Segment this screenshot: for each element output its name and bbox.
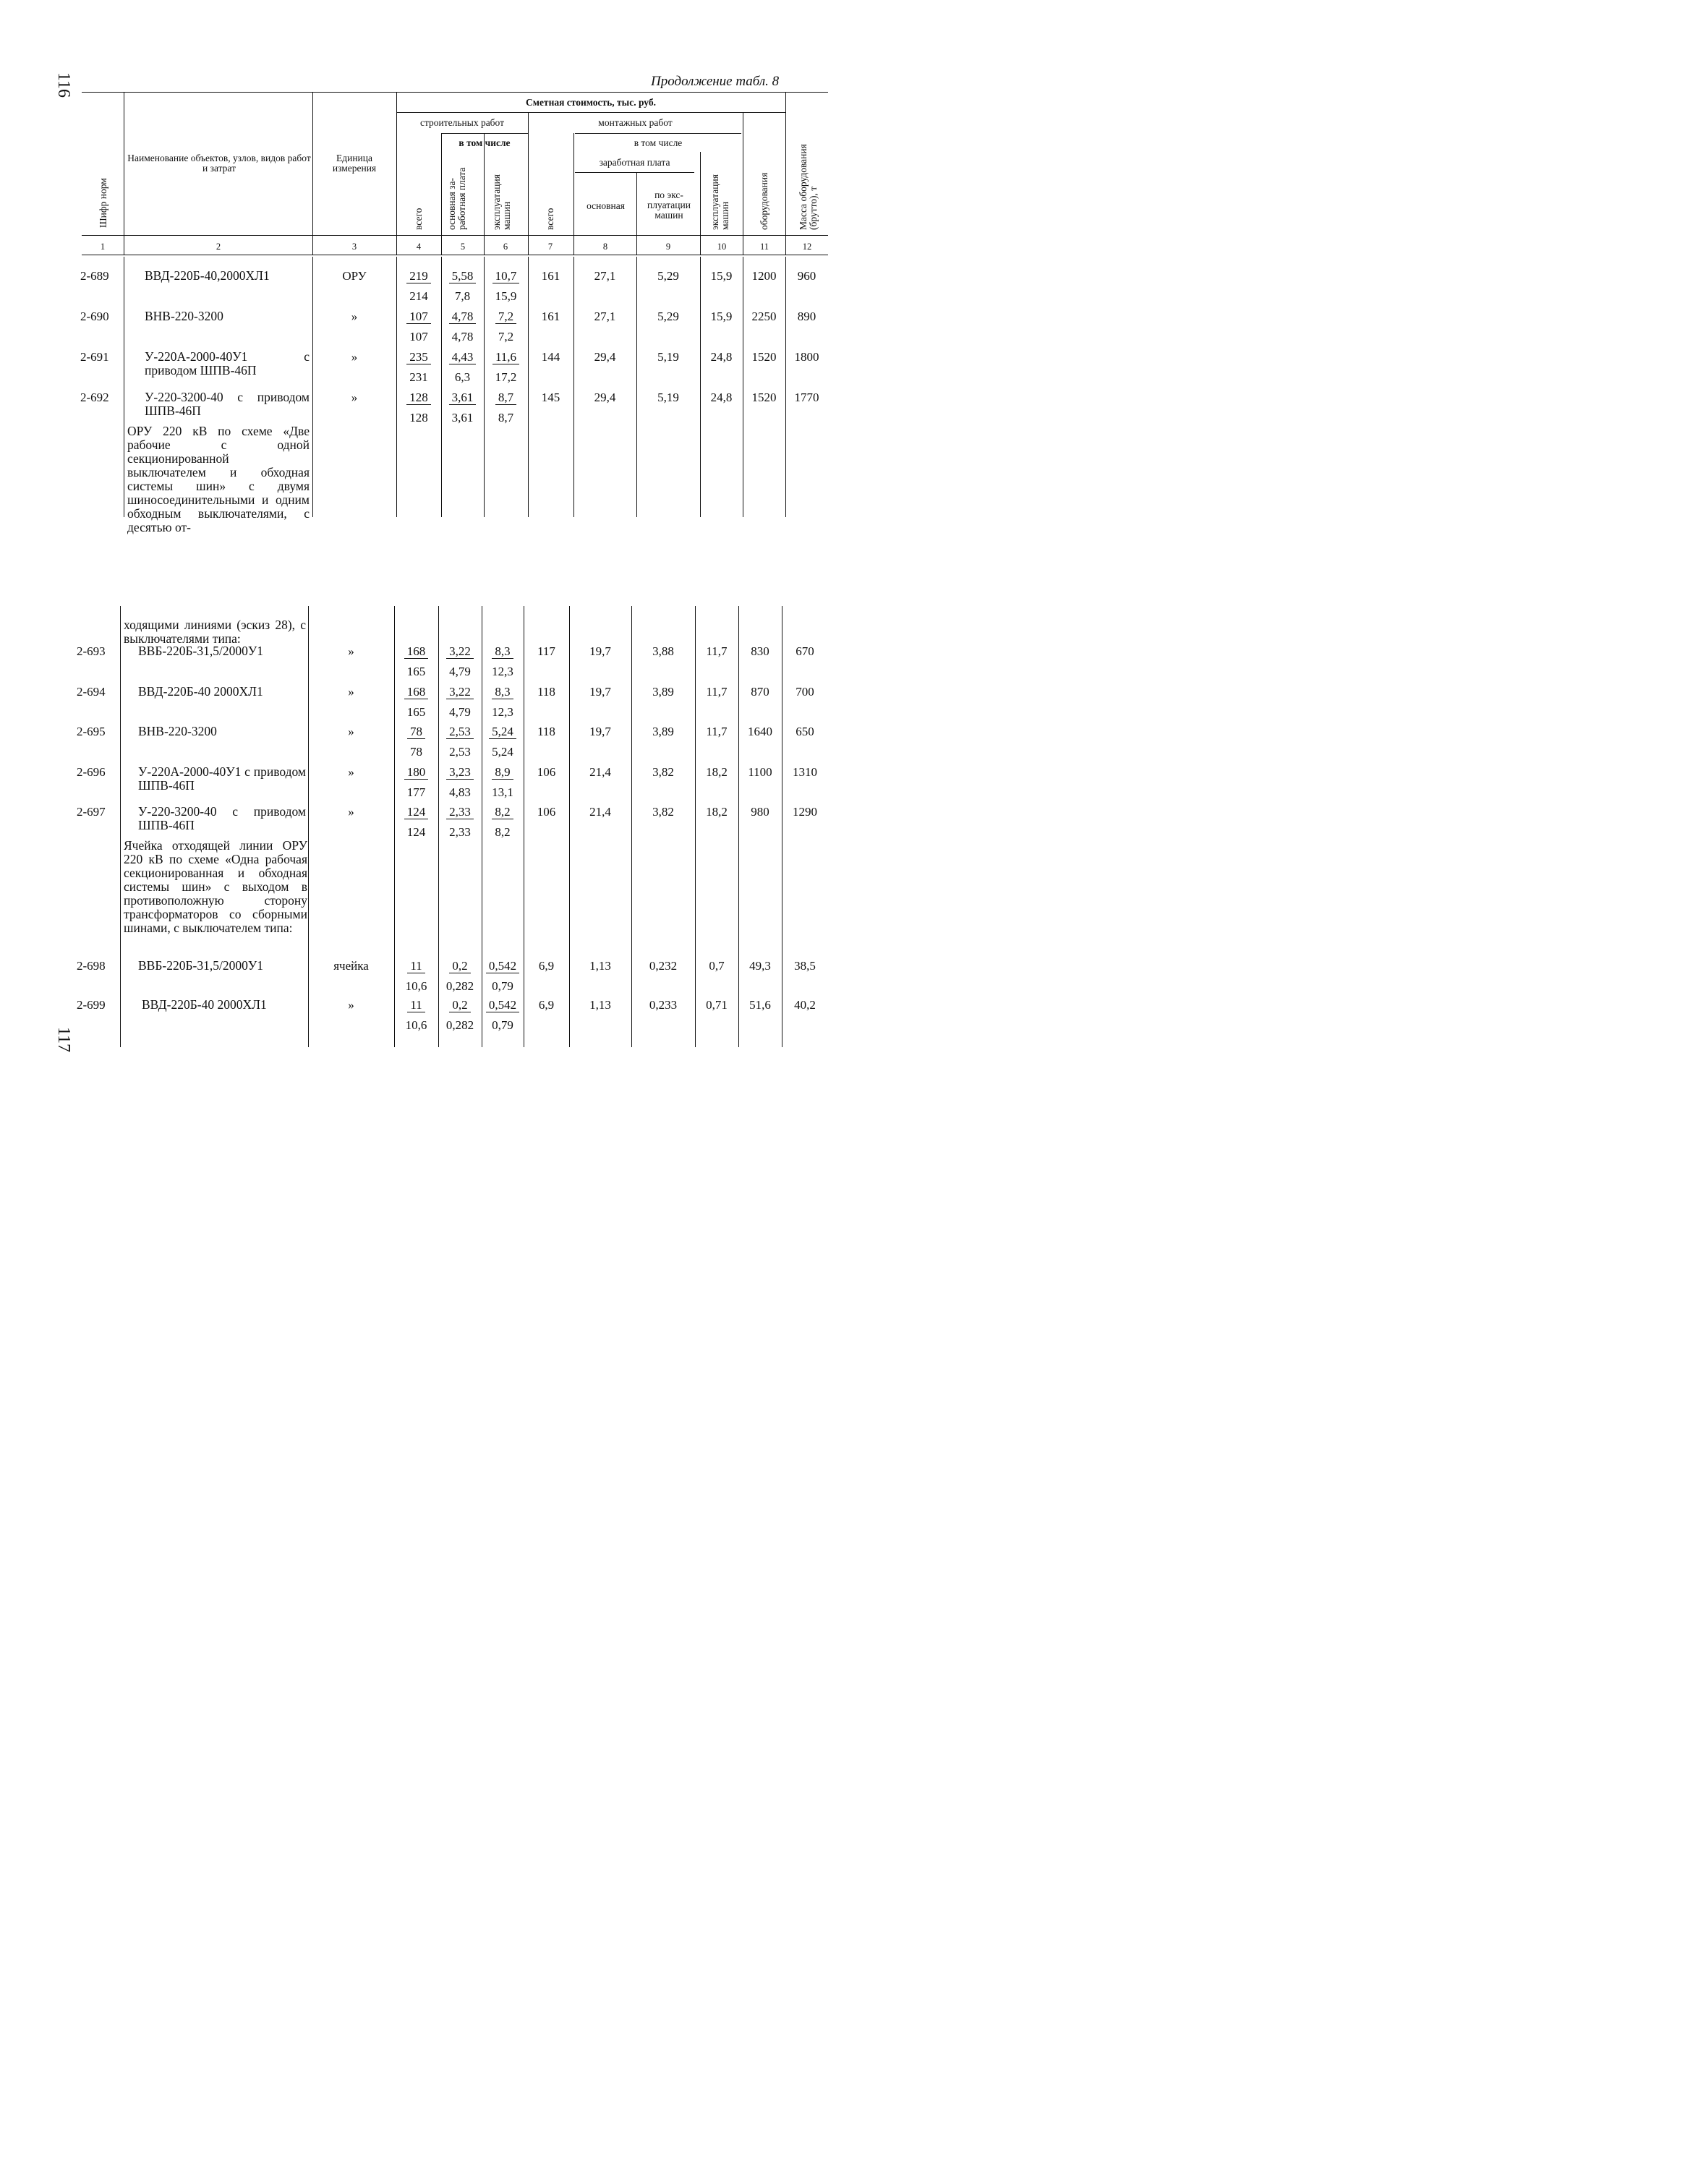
section-note: Ячейка отходящей линии ОРУ 220 кВ по схеме «Одна рабочая секционированная и обходная системы шин» с выходом в противоположную сторону трансформаторов со сборными шинами, с выключателем типа: [124,838,307,935]
cell-c12: 1800 [794,350,819,364]
colnum-10: 10 [717,242,727,252]
cell-c6-b: 0,79 [492,979,513,993]
cell-c4: 168 [394,644,438,659]
cell-c10: 18,2 [706,765,728,779]
cell-c10: 15,9 [710,269,733,283]
cell-c12: 890 [797,310,816,323]
cell-c8: 19,7 [589,725,611,738]
cell-c12: 38,5 [794,959,816,973]
cell-c5: 5,58 [441,269,484,283]
row-name: У-220А-2000-40У1 с приводом ШПВ-46П [138,764,306,793]
cell-c11: 980 [751,805,769,819]
cell-c6-b: 8,2 [495,825,511,839]
cell-c6-b: 12,3 [492,705,513,719]
header-osn-zarplata-5: основная за-работная плата [446,167,467,230]
cell-c5: 4,43 [441,350,484,364]
cell-c9: 3,89 [652,685,674,699]
colnum-11: 11 [759,242,769,252]
cell-c5: 0,2 [438,959,482,973]
cell-c6-b: 17,2 [495,370,517,384]
cell-c10: 0,71 [706,998,728,1012]
cell-c5-b: 4,79 [449,665,471,678]
cell-c4: 128 [396,391,441,405]
header-montazh: монтажных работ [598,117,673,128]
cell-c4: 124 [394,805,438,819]
cell-c11: 1200 [751,269,777,283]
cell-c4: 11 [394,959,438,973]
cell-c12: 670 [796,644,814,658]
cell-c6: 8,3 [482,685,524,699]
cell-c9: 3,88 [652,644,674,658]
cell-c4-b: 107 [409,330,428,344]
row-name: У-220-3200-40 с приводом ШПВ-46П [138,804,306,832]
cell-c8: 21,4 [589,805,611,819]
cell-c9: 3,89 [652,725,674,738]
colnum-3: 3 [351,242,357,252]
cell-c4: 180 [394,765,438,780]
row-code: 2-695 [77,725,106,738]
cell-c6-b: 0,79 [492,1018,513,1032]
cell-c4-b: 128 [409,411,428,425]
cell-c7: 118 [537,685,555,699]
cell-c9: 3,82 [652,765,674,779]
cell-c12: 1310 [793,765,817,779]
page-number-top: 116 [54,72,74,98]
cell-c4: 235 [396,350,441,364]
header-smetnaya: Сметная стоимость, тыс. руб. [526,97,656,108]
header-massa-12: Масса оборудования (брутто), т [798,144,819,230]
colnum-4: 4 [416,242,422,252]
cell-c10: 11,7 [706,644,728,658]
header-ekspl-6: эксплуатация машин [491,174,512,230]
cell-c8: 19,7 [589,644,611,658]
cell-c11: 51,6 [749,998,771,1012]
cell-c9: 5,29 [657,310,679,323]
header-col2-text: Наименование объектов, узлов, видов работ и затрат [127,153,311,174]
row-unit: » [351,350,358,364]
row-name: У-220А-2000-40У1 с приводом ШПВ-46П [145,349,310,377]
cell-c10: 24,8 [710,350,733,364]
row-code: 2-692 [80,391,109,404]
cell-c4-b: 124 [406,825,426,839]
cell-c10: 15,9 [710,310,733,323]
row-code: 2-697 [77,805,106,819]
section-note: ходящими линиями (эскиз 28), с выключателями типа: [124,618,306,646]
cell-c9: 0,232 [649,959,678,973]
colnum-5: 5 [460,242,466,252]
cell-c6: 10,7 [484,269,528,283]
cell-c4: 78 [394,725,438,739]
cell-c7: 161 [541,269,560,283]
header-stroit: строительных работ [419,117,505,128]
cell-c5-b: 7,8 [454,289,471,303]
cell-c8: 21,4 [589,765,611,779]
cell-c4-b: 165 [406,705,426,719]
cell-c10: 11,7 [706,685,728,699]
table-caption: Продолжение табл. 8 [651,74,780,89]
cell-c11: 2250 [751,310,777,323]
cell-c8: 27,1 [594,269,616,283]
cell-c7: 6,9 [538,998,555,1012]
header-col3 [315,153,393,174]
cell-c12: 650 [796,725,814,738]
cell-c4-b: 10,6 [405,1018,427,1032]
cell-c6-b: 13,1 [492,785,513,799]
cell-c5-b: 4,79 [449,705,471,719]
cell-c12: 960 [797,269,816,283]
cell-c6-b: 12,3 [492,665,513,678]
cell-c5-b: 6,3 [454,370,471,384]
cell-c4-b: 231 [409,370,428,384]
cell-c8: 29,4 [594,350,616,364]
cell-c5-b: 0,282 [445,1018,474,1032]
cell-c7: 117 [537,644,555,658]
cell-c6: 8,7 [484,391,528,405]
cell-c10: 18,2 [706,805,728,819]
cell-c5-b: 2,53 [449,745,471,759]
cell-c8: 19,7 [589,685,611,699]
row-unit: » [348,805,354,819]
row-unit: » [351,310,358,323]
cell-c4: 107 [396,310,441,324]
row-unit: » [348,685,354,699]
row-unit: » [348,725,354,738]
cell-c6-b: 7,2 [498,330,514,344]
cell-c8: 29,4 [594,391,616,404]
cell-c5-b: 0,282 [445,979,474,993]
cell-c5-b: 4,83 [449,785,471,799]
row-unit: » [348,998,354,1012]
cell-c6: 8,3 [482,644,524,659]
row-name: ВНВ-220-3200 [138,724,217,738]
cell-c11: 1640 [748,725,772,738]
row-name: ВВД-220Б-40 2000ХЛ1 [142,997,267,1012]
cell-c5-b: 4,78 [451,330,474,344]
row-unit: ячейка [333,959,369,973]
cell-c5-b: 3,61 [451,411,474,425]
header-ekspl-10: эксплуатация машин [709,174,730,230]
cell-c11: 1100 [748,765,772,779]
cell-c12: 1290 [793,805,817,819]
row-code: 2-691 [80,350,109,364]
cell-c9: 5,19 [657,350,679,364]
header-vsego-4: всего [413,208,424,230]
header-col2 [127,153,311,174]
row-code: 2-694 [77,685,106,699]
cell-c6: 7,2 [484,310,528,324]
row-unit: » [348,765,354,779]
cell-c6: 11,6 [484,350,528,364]
cell-c7: 144 [541,350,560,364]
colnum-1: 1 [100,242,106,252]
cell-c10: 0,7 [709,959,725,973]
cell-c9: 3,82 [652,805,674,819]
cell-c11: 830 [751,644,769,658]
row-name: ВВД-220Б-40 2000ХЛ1 [138,684,263,699]
row-unit: » [351,391,358,404]
cell-c11: 49,3 [749,959,771,973]
cell-c4-b: 214 [409,289,428,303]
row-name: ВВБ-220Б-31,5/2000У1 [138,958,263,973]
cell-c4-b: 78 [410,745,422,759]
colnum-7: 7 [547,242,553,252]
colnum-2: 2 [216,242,221,252]
row-code: 2-698 [77,959,106,973]
row-unit: » [348,644,354,658]
cell-c4: 11 [394,998,438,1012]
cell-c6: 8,2 [482,805,524,819]
row-code: 2-699 [77,998,106,1012]
cell-c7: 118 [537,725,555,738]
cell-c12: 1770 [794,391,819,404]
cell-c10: 24,8 [710,391,733,404]
section-note: ОРУ 220 кВ по схеме «Две рабочие с одной секционированной выключателем и обходная системы шин» с двумя шиносоединительными и одним обходным выключателями, с десятью от- [127,424,310,534]
cell-c8: 1,13 [589,998,611,1012]
row-unit: ОРУ [342,269,367,283]
header-zarplata: заработная плата [599,157,670,168]
cell-c6-b: 15,9 [495,289,517,303]
colnum-6: 6 [503,242,508,252]
colnum-8: 8 [602,242,608,252]
header-oborud-11: оборудования [759,172,769,230]
row-name: ВВД-220Б-40,2000ХЛ1 [145,268,270,283]
cell-c5: 3,61 [441,391,484,405]
header-v-tom-chisle-2: в том числе [634,137,683,148]
cell-c7: 106 [537,805,556,819]
cell-c9: 5,19 [657,391,679,404]
row-code: 2-696 [77,765,106,779]
cell-c6: 0,542 [482,959,524,973]
cell-c5: 2,53 [438,725,482,739]
cell-c6-b: 8,7 [498,411,514,425]
header-v-tom-chisle-1: в том числе [459,137,511,148]
cell-c9: 0,233 [649,998,678,1012]
cell-c6: 5,24 [482,725,524,739]
colnum-12: 12 [802,242,812,252]
cell-c8: 27,1 [594,310,616,323]
row-code: 2-693 [77,644,106,658]
cell-c6-b: 5,24 [492,745,513,759]
header-osnovnaya-8: основная [587,200,625,211]
cell-c11: 870 [751,685,769,699]
cell-c5: 3,22 [438,685,482,699]
cell-c7: 106 [537,765,556,779]
cell-c12: 40,2 [794,998,816,1012]
row-code: 2-689 [80,269,109,283]
cell-c7: 161 [541,310,560,323]
row-code: 2-690 [80,310,109,323]
cell-c4-b: 177 [406,785,426,799]
cell-c4: 168 [394,685,438,699]
cell-c5: 0,2 [438,998,482,1012]
cell-c5: 3,22 [438,644,482,659]
cell-c4-b: 10,6 [405,979,427,993]
header-vsego-7: всего [545,208,555,230]
row-name: ВВБ-220Б-31,5/2000У1 [138,644,263,658]
cell-c11: 1520 [751,391,777,404]
cell-c5-b: 2,33 [449,825,471,839]
cell-c7: 6,9 [538,959,555,973]
cell-c5: 2,33 [438,805,482,819]
cell-c5: 3,23 [438,765,482,780]
cell-c5: 4,78 [441,310,484,324]
cell-c7: 145 [541,391,560,404]
row-name: У-220-3200-40 с приводом ШПВ-46П [145,390,310,418]
cell-c8: 1,13 [589,959,611,973]
cell-c6: 0,542 [482,998,524,1012]
page-number-bottom: 117 [54,1026,74,1053]
header-col1: Шифр норм [98,178,108,228]
cell-c4-b: 165 [406,665,426,678]
row-name: ВНВ-220-3200 [145,309,223,323]
cell-c6: 8,9 [482,765,524,780]
cell-c12: 700 [796,685,814,699]
colnum-9: 9 [665,242,671,252]
cell-c9: 5,29 [657,269,679,283]
header-po-ekspl-9: по экс-плуатации машин [647,189,691,221]
cell-c4: 219 [396,269,441,283]
cell-c10: 11,7 [706,725,728,738]
cell-c11: 1520 [751,350,777,364]
header-col3-text: Единица измерения [332,153,377,174]
